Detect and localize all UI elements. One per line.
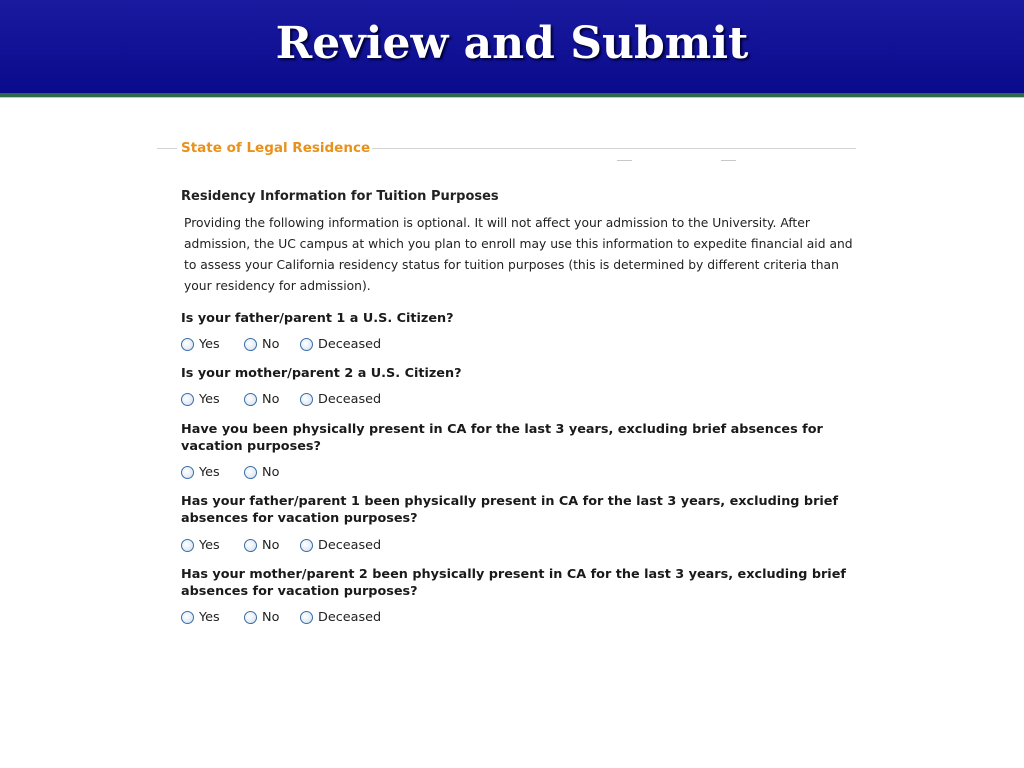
question-mother-citizen: Is your mother/parent 2 a U.S. Citizen?	[181, 366, 462, 381]
radio-button-icon[interactable]	[244, 611, 257, 624]
radio-yes[interactable]	[181, 337, 220, 352]
radio-no[interactable]	[244, 465, 279, 480]
radio-label: Yes	[199, 337, 220, 352]
radio-button-icon[interactable]	[181, 539, 194, 552]
radio-button-icon[interactable]	[244, 466, 257, 479]
radio-button-icon[interactable]	[300, 539, 313, 552]
radio-button-icon[interactable]	[300, 611, 313, 624]
radio-no[interactable]	[244, 392, 279, 407]
radio-button-icon[interactable]	[181, 338, 194, 351]
intro-text: Providing the following information is optional. It will not affect your admission to the University. After admission, the UC campus at which you plan to enroll may use this information to expedite financial aid and to assess your California residency status for tuition purposes (this is determined by different criteria than your residency for admission).	[184, 216, 853, 293]
radio-deceased[interactable]	[300, 538, 381, 553]
radio-label: No	[262, 538, 280, 553]
radio-label: No	[262, 465, 280, 480]
radio-label: Deceased	[318, 392, 382, 407]
radio-label: Deceased	[318, 337, 382, 352]
slide-title: Review and Submit	[275, 18, 749, 69]
radio-label: Yes	[199, 392, 220, 407]
radio-no[interactable]	[244, 610, 279, 625]
radio-deceased[interactable]	[300, 392, 381, 407]
title-bar	[0, 0, 1024, 97]
question-self-present-ca: Have you been physically present in CA for the last 3 years, excluding brief absences for vacation purposes?	[181, 422, 823, 454]
radio-button-icon[interactable]	[300, 338, 313, 351]
divider	[617, 160, 632, 161]
radio-yes[interactable]	[181, 538, 220, 553]
radio-button-icon[interactable]	[300, 393, 313, 406]
radio-yes[interactable]	[181, 610, 220, 625]
fieldset-border-left	[157, 148, 177, 149]
radio-deceased[interactable]	[300, 610, 381, 625]
radio-button-icon[interactable]	[181, 466, 194, 479]
radio-label: No	[262, 392, 280, 407]
radio-label: Deceased	[318, 610, 382, 625]
radio-label: Yes	[199, 465, 220, 480]
radio-no[interactable]	[244, 337, 279, 352]
radio-label: No	[262, 337, 280, 352]
radio-button-icon[interactable]	[244, 393, 257, 406]
question-mother-present-ca: Has your mother/parent 2 been physically present in CA for the last 3 years, excluding brief absences for vacation purposes?	[181, 567, 846, 599]
radio-button-icon[interactable]	[244, 539, 257, 552]
fieldset-border-right	[372, 148, 856, 149]
radio-button-icon[interactable]	[181, 393, 194, 406]
radio-yes[interactable]	[181, 392, 220, 407]
radio-label: Deceased	[318, 538, 382, 553]
divider	[721, 160, 736, 161]
radio-button-icon[interactable]	[244, 338, 257, 351]
radio-label: Yes	[199, 538, 220, 553]
radio-no[interactable]	[244, 538, 279, 553]
radio-label: No	[262, 610, 280, 625]
radio-yes[interactable]	[181, 465, 220, 480]
section-heading: Residency Information for Tuition Purposes	[181, 189, 499, 204]
question-father-citizen: Is your father/parent 1 a U.S. Citizen?	[181, 311, 454, 326]
radio-button-icon[interactable]	[181, 611, 194, 624]
radio-label: Yes	[199, 610, 220, 625]
question-father-present-ca: Has your father/parent 1 been physically present in CA for the last 3 years, excluding brief absences for vacation purposes?	[181, 494, 839, 526]
radio-deceased[interactable]	[300, 337, 381, 352]
fieldset-legend: State of Legal Residence	[181, 140, 371, 156]
